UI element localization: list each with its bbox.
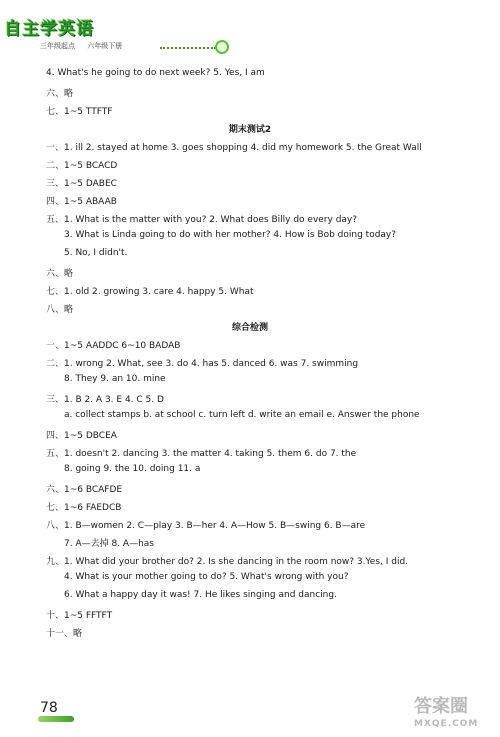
answer-line: 一、1. ill 2. stayed at home 3. goes shopping 4. did my homework 5. the Great Wall	[46, 143, 422, 153]
answer-line: 十一、略	[46, 629, 83, 639]
watermark-text: 答案圈	[414, 696, 468, 717]
answer-line: 6. What a happy day it was! 7. He likes singing and dancing.	[64, 590, 337, 600]
answer-line: 二、1. wrong 2. What, see 3. do 4. has 5. danced 6. was 7. swimming	[46, 359, 359, 369]
answer-line: 四、1~5 DBCEA	[46, 431, 117, 441]
answer-line: 8. They 9. an 10. mine	[64, 374, 166, 384]
answer-line: a. collect stamps b. at school c. turn left d. write an email e. Answer the phone	[64, 410, 420, 420]
answer-line: 8. going 9. the 10. doing 11. a	[64, 464, 201, 474]
answer-line: 九、1. What did your brother do? 2. Is she dancing in the room now? 3.Yes, I did.	[46, 557, 409, 567]
answer-line: 4. What is your mother going to do? 5. What's wrong with you?	[64, 572, 349, 582]
answer-line: 八、略	[46, 305, 74, 315]
section-heading: 综合检测	[231, 323, 268, 333]
answer-line: 二、1~5 BCACD	[46, 161, 118, 171]
answer-line: 十、1~5 FFTFT	[46, 611, 113, 621]
answer-line: 三、1. B 2. A 3. E 4. C 5. D	[46, 395, 164, 405]
section-heading: 期末测试2	[228, 125, 272, 135]
answer-line: 五、1. doesn't 2. dancing 3. the matter 4. taking 5. them 6. do 7. the	[46, 449, 357, 459]
answer-line: 七、1. old 2. growing 3. care 4. happy 5. What	[46, 287, 254, 297]
answer-line: 六、略	[46, 269, 74, 279]
book-subtitle	[40, 41, 122, 51]
grade-level: 六年级下册	[87, 42, 123, 50]
answer-line: 7. A—去掉 8. A—has	[64, 539, 154, 549]
answer-line: 四、1~5 ABAAB	[46, 197, 117, 207]
answer-line: 五、1. What is the matter with you? 2. What does Billy do every day?	[46, 215, 358, 225]
ring-ornament	[215, 40, 229, 54]
answer-line: 一、1~5 AADDC 6~10 BADAB	[46, 341, 181, 351]
answer-line: 六、1~6 BCAFDE	[46, 485, 123, 495]
page-header	[0, 0, 500, 60]
watermark	[414, 696, 494, 734]
dotted-divider	[160, 47, 216, 49]
watermark-url: MXQE.COM	[414, 719, 479, 729]
page-number: 78	[40, 700, 58, 716]
answer-line: 七、1~6 FAEDCB	[46, 503, 122, 513]
answer-line: 三、1~5 DABEC	[46, 179, 117, 189]
answer-line: 3. What is Linda going to do with her mother? 4. How is Bob doing today?	[64, 230, 397, 240]
page-number-underline	[38, 716, 74, 722]
answer-line: 4. What's he going to do next week? 5. Yes, I am	[46, 68, 265, 78]
answer-line: 5. No, I didn't.	[64, 248, 128, 258]
start-level: 三年级起点	[40, 42, 75, 50]
answer-line: 八、1. B—women 2. C—play 3. B—her 4. A—How 5. B—swing 6. B—are	[46, 521, 366, 531]
answer-line: 六、略	[46, 89, 74, 99]
answer-line: 七、1~5 TTFTF	[46, 107, 113, 117]
book-logo: 自主学英语	[4, 19, 94, 39]
